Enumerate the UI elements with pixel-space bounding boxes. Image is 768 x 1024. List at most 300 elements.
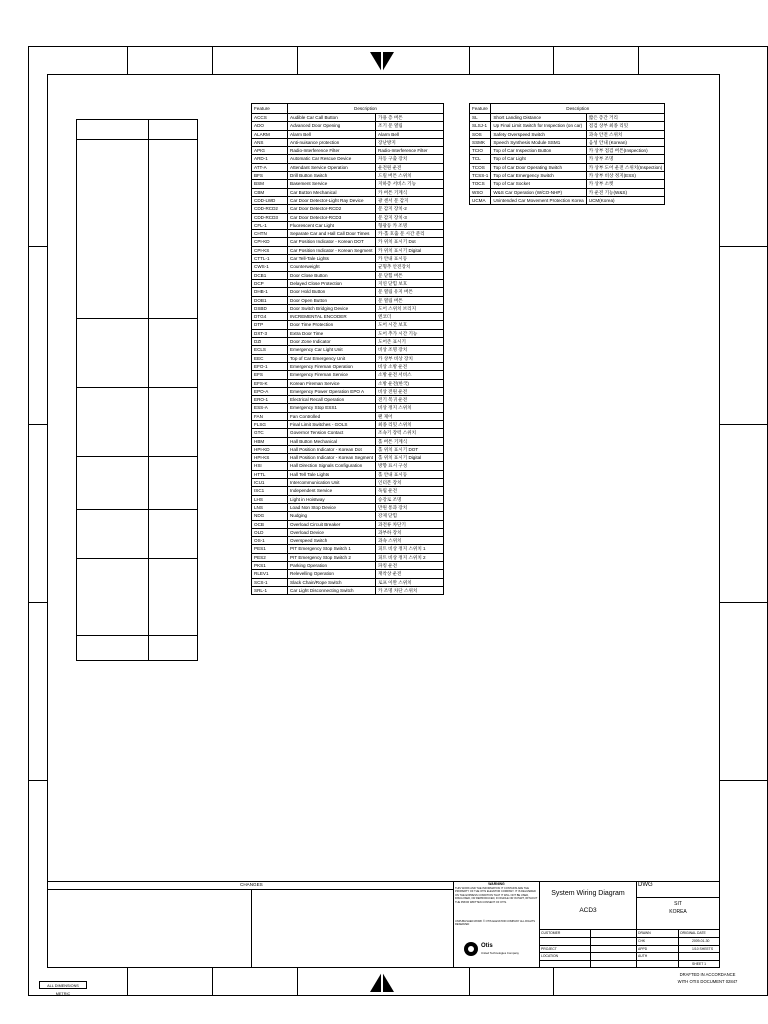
feature-row <box>252 130 444 138</box>
warning-title: WARNING <box>488 882 505 886</box>
feature-description-en: Hall Position Indicator - Korean Segment <box>288 454 376 462</box>
zone-tick <box>638 46 639 74</box>
feature-row <box>252 279 444 287</box>
feature-description-en: Delayed Close Protection <box>288 279 376 287</box>
feature-row <box>252 296 444 304</box>
zone-tick <box>469 46 470 74</box>
feature-row <box>252 155 444 163</box>
feature-row <box>252 503 444 511</box>
feature-row <box>252 470 444 478</box>
feature-code: RLEV1 <box>252 570 288 578</box>
zone-tick <box>720 602 768 603</box>
feature-description-en: Top of Car Inspection Button <box>491 147 586 155</box>
zone-tick <box>553 46 554 74</box>
feature-description-ko: 피트 비상 정지 스위치 1 <box>376 545 444 553</box>
feature-row <box>252 570 444 578</box>
zone-tick <box>720 424 768 425</box>
feature-row <box>252 578 444 586</box>
feature-description-ko: 카·홀 호출 문 시간 분리 <box>376 230 444 238</box>
dimensions-note: ALL DIMENSIONS METRIC <box>39 981 87 989</box>
feature-description-ko: 카 상부 비상 정지(ESS) <box>586 172 664 180</box>
feature-code: TCSS-1 <box>470 172 491 180</box>
feature-row <box>252 437 444 445</box>
feature-row <box>252 238 444 246</box>
feature-description-ko: 형광등 카 조명 <box>376 221 444 229</box>
zone-tick <box>28 602 47 603</box>
zone-tick <box>28 246 47 247</box>
feature-description-ko: 홀 위치 표시기 Digital <box>376 454 444 462</box>
feature-description-en: Alarm Bell <box>288 130 376 138</box>
feature-code: CDD-LWD <box>252 196 288 204</box>
feature-code: TCL <box>470 155 491 163</box>
feature-description-ko: 피트 비상 정지 스위치 2 <box>376 553 444 561</box>
copyright-note: UNPUBLISHED WORK © OTIS ELEVATOR COMPANY ALL RIGHTS RESERVED <box>455 920 535 927</box>
feature-code: ALARM <box>252 130 288 138</box>
drafted-note-2: WITH OTIS DOCUMENT 02847 <box>677 979 738 984</box>
feature-description-en: Electrical Recall Operation <box>288 396 376 404</box>
feature-code: DZI <box>252 338 288 346</box>
feature-description-en: Top of Car Emergency Unit <box>288 354 376 362</box>
feature-description-ko: 짧은 층간 거리 <box>586 114 664 122</box>
drawn-label: DRAWN <box>638 931 651 935</box>
feature-row <box>252 528 444 536</box>
feature-description-ko: 팬 제어 <box>376 412 444 420</box>
feature-code: ACCS <box>252 114 288 122</box>
feature-code: EFS-K <box>252 379 288 387</box>
feature-description-en: Load Non Stop Device <box>288 503 376 511</box>
feature-row <box>252 404 444 412</box>
feature-code: EEC <box>252 354 288 362</box>
feature-row <box>252 462 444 470</box>
feature-code: SL <box>470 114 491 122</box>
feature-row <box>252 321 444 329</box>
feature-row <box>252 172 444 180</box>
feature-description-ko: 카 버튼 기계식 <box>376 188 444 196</box>
feature-code: DHB-1 <box>252 288 288 296</box>
feature-description-ko: 로프 이완 스위치 <box>376 578 444 586</box>
feature-row <box>252 586 444 594</box>
dwg-label: DWG <box>638 882 653 888</box>
feature-code: ADO <box>252 122 288 130</box>
feature-description-ko: 균형추 안전장치 <box>376 263 444 271</box>
feature-description-ko: 카 운전 기능(W&S) <box>586 188 664 196</box>
feature-description-ko: 도어 시간 보호 <box>376 321 444 329</box>
feature-description-ko: 장난방지 <box>376 138 444 146</box>
feature-description-ko: 과전류 차단기 <box>376 520 444 528</box>
logo-subtext: United Technologies Company <box>481 951 519 955</box>
original-date-label: ORIGINAL DATE <box>680 931 706 935</box>
feature-code: UCMA <box>470 196 491 204</box>
feature-description-en: Governor Tension Contact <box>288 429 376 437</box>
column-header: Description <box>288 104 444 114</box>
feature-code: LNS <box>252 503 288 511</box>
warning-text: THIS WORK AND THE INFORMATION IT CONTAINS ARE THE PROPERTY OF THE OTIS ELEVATOR COMPANY. IT IS DELIVERED ON THE EXPRESS CONDITION THAT IT WILL NOT BE USED, DISCLOSED, OR REPRODUCED, IN WHOLE OR IN PART, WITHOUT THE PRIOR WRITTEN CONSENT OF OTIS. <box>455 887 538 904</box>
feature-code: ICU1 <box>252 479 288 487</box>
feature-description-en: Hall Position Indicator - Korean Dot <box>288 445 376 453</box>
feature-description-en: Hall Button Mechanical <box>288 437 376 445</box>
feature-code: ANS <box>252 138 288 146</box>
feature-code: GTC <box>252 429 288 437</box>
location-label: LOCATION <box>541 954 559 958</box>
feature-description-en: Top of Car Light <box>491 155 586 163</box>
feature-description-ko: 카 상부 조명 <box>586 155 664 163</box>
feature-description-ko: 조속기 장력 스위치 <box>376 429 444 437</box>
feature-description-ko: 가용 층 버튼 <box>376 114 444 122</box>
feature-code: ESS-A <box>252 404 288 412</box>
feature-row <box>470 196 665 204</box>
feature-row <box>252 213 444 221</box>
feature-code: ARD-1 <box>252 155 288 163</box>
feature-row <box>252 545 444 553</box>
appd-label: APPD <box>638 947 648 951</box>
feature-description-ko: 재착상 운전 <box>376 570 444 578</box>
feature-description-en: Parking Operation <box>288 562 376 570</box>
logo-text: Otis <box>481 943 493 949</box>
feature-row <box>252 420 444 428</box>
zone-tick <box>720 246 768 247</box>
feature-code: CDD-RCD3 <box>252 213 288 221</box>
original-date: 2009-01-30 <box>692 939 710 943</box>
feature-description-ko: 비상 조명 장치 <box>376 346 444 354</box>
feature-code: CHTN <box>252 230 288 238</box>
sheet-number: SHEET 1 <box>692 962 707 966</box>
feature-description-en: Radio-Interference Filter <box>288 147 376 155</box>
feature-description-ko: 과속 스위치 <box>376 537 444 545</box>
feature-description-ko: Alarm Bell <box>376 130 444 138</box>
feature-code: APIG <box>252 147 288 155</box>
feature-description-en: Korean Fireman Service <box>288 379 376 387</box>
revision-table <box>76 119 198 661</box>
feature-description-en: Door Hold Button <box>288 288 376 296</box>
drafted-note-1: DRAFTED IN ACCORDANCE <box>679 972 736 977</box>
feature-description-en: Separate Car and Hall Call Door Times <box>288 230 376 238</box>
feature-code: TCIO <box>470 147 491 155</box>
feature-description-ko: 운전원 운전 <box>376 163 444 171</box>
feature-description-en: Audible Car Call Button <box>288 114 376 122</box>
feature-description-ko: 도어존 표시기 <box>376 338 444 346</box>
feature-description-en: Nudging <box>288 512 376 520</box>
auth-label: AUTH <box>638 954 648 958</box>
feature-description-en: Car Door Detector-RCD2 <box>288 205 376 213</box>
feature-row <box>252 122 444 130</box>
feature-code: ECLS <box>252 346 288 354</box>
feature-description-ko: 인터폰 장치 <box>376 479 444 487</box>
feature-description-ko: 홀 안내 표시등 <box>376 470 444 478</box>
feature-row <box>470 138 665 146</box>
feature-code: PES2 <box>252 553 288 561</box>
feature-row <box>252 487 444 495</box>
feature-row <box>252 114 444 122</box>
feature-row <box>252 412 444 420</box>
feature-code: DCP <box>252 279 288 287</box>
feature-description-ko: 방향 표시 구성 <box>376 462 444 470</box>
feature-description-en: Independent Service <box>288 487 376 495</box>
feature-description-en: Overload Circuit Breaker <box>288 520 376 528</box>
feature-row <box>252 288 444 296</box>
feature-description-ko: 엔코더 <box>376 313 444 321</box>
feature-description-en: Drill Button Switch <box>288 172 376 180</box>
feature-description-en: Attendant Service Operation <box>288 163 376 171</box>
feature-description-en: Car Tell-Tale Lights <box>288 255 376 263</box>
feature-code: SRL-1 <box>252 586 288 594</box>
feature-description-en: Door Open Button <box>288 296 376 304</box>
feature-description-ko: 최종 리밋 스위치 <box>376 420 444 428</box>
feature-code: FLSG <box>252 420 288 428</box>
feature-code: OS-1 <box>252 537 288 545</box>
feature-row <box>252 387 444 395</box>
drawing-title: System Wiring Diagram <box>551 890 625 897</box>
feature-row <box>252 537 444 545</box>
country: KOREA <box>669 909 687 915</box>
feature-description-en: Door Zone Indicator <box>288 338 376 346</box>
feature-description-en: Car Position Indicator - Korean Segment <box>288 246 376 254</box>
zone-tick <box>553 968 554 996</box>
feature-row <box>252 429 444 437</box>
zone-tick <box>297 46 298 74</box>
feature-code: DXT-3 <box>252 329 288 337</box>
feature-row <box>252 180 444 188</box>
feature-description-en: Short Landing Distance <box>491 114 586 122</box>
feature-description-ko: 카 조명 차단 스위치 <box>376 586 444 594</box>
feature-description-ko: 과부하 장치 <box>376 528 444 536</box>
feature-code: LHS <box>252 495 288 503</box>
feature-code: ATT-A <box>252 163 288 171</box>
feature-row <box>252 371 444 379</box>
feature-row <box>252 147 444 155</box>
feature-code: HTTL <box>252 470 288 478</box>
column-header: Feature <box>252 104 288 114</box>
feature-code: OLD <box>252 528 288 536</box>
feature-row <box>252 329 444 337</box>
feature-code: EFS <box>252 371 288 379</box>
feature-row <box>470 172 665 180</box>
feature-description-en: PIT Emergency Stop Switch 1 <box>288 545 376 553</box>
feature-row <box>252 263 444 271</box>
feature-description-ko: 음성 안내 (Korean) <box>586 138 664 146</box>
feature-row <box>470 163 665 171</box>
feature-description-ko: 광 센서 문 감지 <box>376 196 444 204</box>
feature-description-en: Speech Synthesis Module SSM1 <box>491 138 586 146</box>
feature-description-ko: 소방 운전(한국) <box>376 379 444 387</box>
feature-row <box>252 562 444 570</box>
feature-description-ko: 파킹 운전 <box>376 562 444 570</box>
feature-description-ko: 카 안내 표시등 <box>376 255 444 263</box>
feature-row <box>470 147 665 155</box>
feature-row <box>252 188 444 196</box>
feature-description-ko: 독립 운전 <box>376 487 444 495</box>
feature-code: BSM <box>252 180 288 188</box>
feature-code: SOS <box>470 130 491 138</box>
feature-code: DCB1 <box>252 271 288 279</box>
feature-row <box>252 396 444 404</box>
feature-description-en: Unintended Car Movement Protection Korea <box>491 196 586 204</box>
zone-tick <box>212 46 213 74</box>
feature-description-en: Door Switch Bridging Device <box>288 304 376 312</box>
zone-tick <box>127 968 128 996</box>
project-label: PROJECT <box>541 947 557 951</box>
feature-description-en: Automatic Car Rescue Device <box>288 155 376 163</box>
feature-row <box>252 313 444 321</box>
feature-description-en: Top of Car Door Operating Switch <box>491 163 586 171</box>
feature-description-ko: 조기 문 열림 <box>376 122 444 130</box>
feature-description-ko: 홀 위치 표시기 DOT <box>376 445 444 453</box>
feature-code: PES1 <box>252 545 288 553</box>
feature-code: CFL-1 <box>252 221 288 229</box>
feature-row <box>252 205 444 213</box>
feature-description-en: Emergency Fireman Service <box>288 371 376 379</box>
feature-description-en: Emergency Car Light Unit <box>288 346 376 354</box>
feature-row <box>252 512 444 520</box>
feature-row <box>252 454 444 462</box>
feature-description-ko: 전기 복귀 운전 <box>376 396 444 404</box>
column-header: Feature <box>470 104 491 114</box>
feature-row <box>252 479 444 487</box>
feature-description-en: Basement Service <box>288 180 376 188</box>
feature-description-ko: 카 상부 점검 버튼(Inspection) <box>586 147 664 155</box>
feature-code: CPI-KS <box>252 246 288 254</box>
feature-row <box>252 379 444 387</box>
feature-description-ko: 과속 안전 스위치 <box>586 130 664 138</box>
feature-row <box>252 445 444 453</box>
feature-description-en: W&S Car Operation (W/CO-NHP) <box>491 188 586 196</box>
feature-code: HSI <box>252 462 288 470</box>
feature-row <box>252 138 444 146</box>
feature-description-ko: 도어 추가 시간 기능 <box>376 329 444 337</box>
feature-row <box>252 304 444 312</box>
changes-label: CHANGES <box>240 882 263 887</box>
feature-description-en: Car Position Indicator - Korean DOT <box>288 238 376 246</box>
feature-description-en: Door Close Button <box>288 271 376 279</box>
feature-code: SLSJ-1 <box>470 122 491 130</box>
sheets-count: 1/10 SHEETS <box>692 947 714 951</box>
feature-code: SSMK <box>470 138 491 146</box>
feature-description-en: Counterweight <box>288 263 376 271</box>
chk-label: CHK <box>638 939 646 943</box>
feature-row <box>252 163 444 171</box>
column-header: Description <box>491 104 665 114</box>
drawing-subtitle: ACD3 <box>579 907 597 914</box>
feature-row <box>252 246 444 254</box>
feature-row <box>252 338 444 346</box>
feature-description-ko: 카 위치 표시기 Digital <box>376 246 444 254</box>
feature-description-en: Hall Tell Tale Lights <box>288 470 376 478</box>
feature-description-en: Fluorescent Car Light <box>288 221 376 229</box>
customer-label: CUSTOMER <box>541 931 561 935</box>
feature-description-en: Fan Controlled <box>288 412 376 420</box>
feature-description-ko: 카 상부 소켓 <box>586 180 664 188</box>
feature-code: CPI-KD <box>252 238 288 246</box>
feature-code: DTP <box>252 321 288 329</box>
feature-description-ko: 문 열림 버튼 <box>376 296 444 304</box>
feature-description-ko: 홀 버튼 기계식 <box>376 437 444 445</box>
feature-code: HPI-KS <box>252 454 288 462</box>
feature-description-ko: 문 감지 장치-2 <box>376 205 444 213</box>
feature-description-ko: 강제 닫힘 <box>376 512 444 520</box>
feature-code: CTTL-1 <box>252 255 288 263</box>
feature-code: CDD-RCD2 <box>252 205 288 213</box>
feature-row <box>470 180 665 188</box>
zone-tick <box>28 424 47 425</box>
feature-description-en: Extra Door Time <box>288 329 376 337</box>
feature-row <box>252 196 444 204</box>
feature-code: BFS <box>252 172 288 180</box>
feature-description-en: Car Light Disconnecting Switch <box>288 586 376 594</box>
feature-description-en: Emergency Power Operation EPO A <box>288 387 376 395</box>
feature-row <box>252 230 444 238</box>
feature-description-en: Safety Overspeed Switch <box>491 130 586 138</box>
feature-code: FAN <box>252 412 288 420</box>
feature-code: CWS-1 <box>252 263 288 271</box>
feature-description-en: Intercommunication Unit <box>288 479 376 487</box>
feature-description-ko: 비상 정지 스위치 <box>376 404 444 412</box>
feature-code: WSO <box>470 188 491 196</box>
feature-code: OCB <box>252 520 288 528</box>
feature-description-ko: 카 상부 비상 장치 <box>376 354 444 362</box>
feature-code: DOB1 <box>252 296 288 304</box>
feature-description-ko: 지연 닫힘 보호 <box>376 279 444 287</box>
feature-description-ko: 점검 상부 최종 리밋 <box>586 122 664 130</box>
feature-code: TCOS <box>470 163 491 171</box>
feature-row <box>252 255 444 263</box>
feature-row <box>470 114 665 122</box>
feature-description-ko: 드릴 버튼 스위치 <box>376 172 444 180</box>
feature-description-en: Up Final Limit Switch for Inspection (on car) <box>491 122 586 130</box>
feature-description-ko: 도어 스위치 브리지 <box>376 304 444 312</box>
feature-row <box>252 495 444 503</box>
feature-code: NDG <box>252 512 288 520</box>
feature-code: SCS-1 <box>252 578 288 586</box>
feature-row <box>252 354 444 362</box>
feature-description-en: Slack Chain/Rope Switch <box>288 578 376 586</box>
features-table-right <box>469 103 665 205</box>
feature-description-en: Car Button Mechanical <box>288 188 376 196</box>
zone-tick <box>297 968 298 996</box>
feature-row <box>470 130 665 138</box>
feature-code: EPO-A <box>252 387 288 395</box>
feature-description-en: Overload Device <box>288 528 376 536</box>
feature-description-ko: 승강로 조명 <box>376 495 444 503</box>
feature-description-ko: 문 감지 장치-3 <box>376 213 444 221</box>
feature-description-en: Car Door Detector-RCD3 <box>288 213 376 221</box>
feature-description-en: Top of Car Socket <box>491 180 586 188</box>
feature-description-ko: 자동 구출 장치 <box>376 155 444 163</box>
feature-row <box>252 221 444 229</box>
feature-description-en: Car Door Detector-Light Ray Device <box>288 196 376 204</box>
feature-description-ko: 문 닫힘 버튼 <box>376 271 444 279</box>
feature-row <box>252 520 444 528</box>
feature-description-ko: UCM(Korea) <box>586 196 664 204</box>
feature-description-ko: 카 상부 도어 운전 스위치(Inspection) <box>586 163 664 171</box>
feature-description-en: Emergency Fireman Operation <box>288 362 376 370</box>
feature-row <box>252 362 444 370</box>
site-code: SIT <box>674 901 682 907</box>
feature-description-ko: 만원 통과 장치 <box>376 503 444 511</box>
feature-code: ERO-1 <box>252 396 288 404</box>
feature-description-en: Emergency Stop ESS1 <box>288 404 376 412</box>
feature-description-en: PIT Emergency Stop Switch 2 <box>288 553 376 561</box>
feature-row <box>470 155 665 163</box>
feature-description-ko: 비상 소방 운전 <box>376 362 444 370</box>
zone-tick <box>212 968 213 996</box>
zone-tick <box>469 968 470 996</box>
feature-description-en: Overspeed Switch <box>288 537 376 545</box>
feature-code: TOCS <box>470 180 491 188</box>
feature-code: CBM <box>252 188 288 196</box>
features-table-left <box>251 103 444 595</box>
feature-code: DTG4 <box>252 313 288 321</box>
feature-description-ko: Radio-Interference Filter <box>376 147 444 155</box>
feature-description-en: Light in Hoistway <box>288 495 376 503</box>
